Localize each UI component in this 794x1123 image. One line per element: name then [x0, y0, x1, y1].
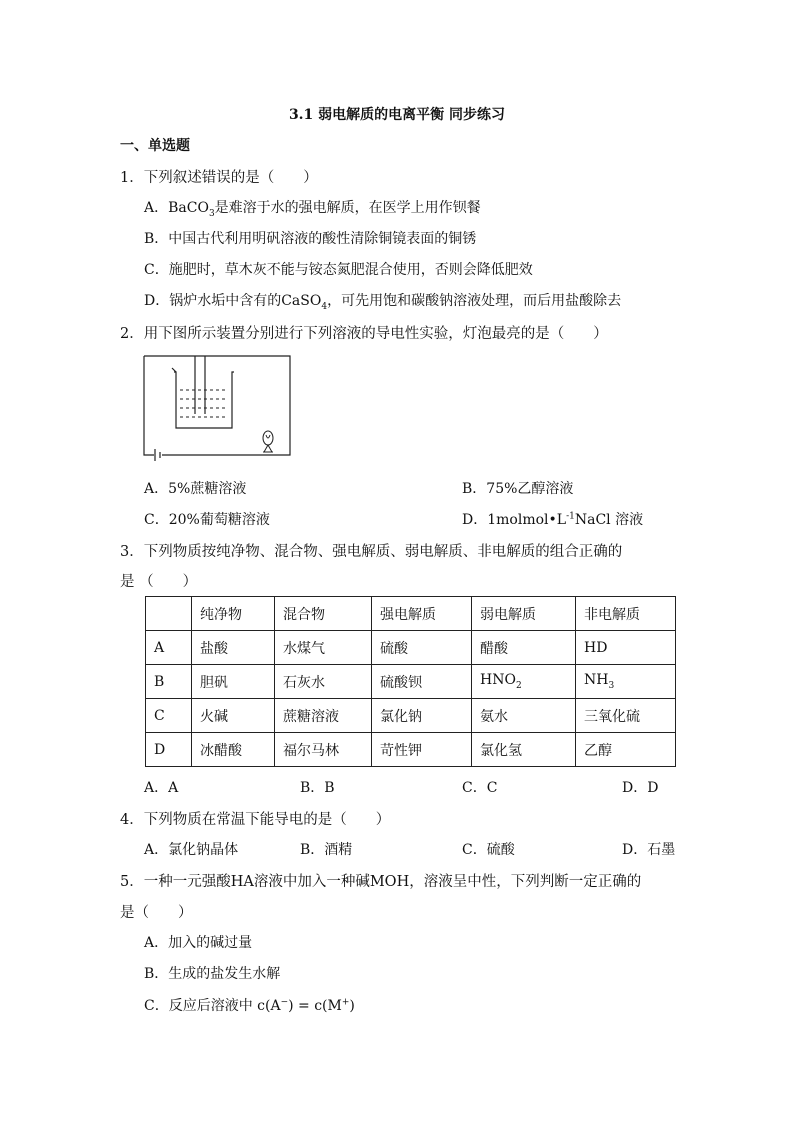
table-cell: $HNO_2$: [472, 665, 576, 699]
table-cell: 弱电解质: [472, 597, 576, 631]
table-row: [146, 699, 676, 733]
question-4-stem: 4．下列物质在常温下能导电的是（ ）: [120, 812, 391, 828]
table-cell: 强电解质: [372, 597, 472, 631]
question-2-option-b: B．75%乙醇溶液: [462, 481, 574, 497]
table-cell: 盐酸: [192, 631, 275, 665]
table-cell: B: [146, 665, 192, 699]
question-5-stem-line-2: 是（ ）: [120, 905, 193, 921]
table-cell: 冰醋酸: [192, 733, 275, 767]
question-3-stem-line-1: 3．下列物质按纯净物、混合物、强电解质、弱电解质、非电解质的组合正确的: [120, 544, 623, 560]
table-cell: 氯化氢: [472, 733, 576, 767]
table-cell: 水煤气: [275, 631, 372, 665]
table-cell: $NH_3$: [576, 665, 676, 699]
question-5-option-b: B．生成的盐发生水解: [144, 966, 281, 982]
question-3-option-b: B．B: [300, 780, 335, 796]
table-cell: 醋酸: [472, 631, 576, 665]
question-4-option-c: C．硫酸: [462, 842, 515, 858]
question-2-option-d: D．$1molmol•L^{-1}NaCl$ 溶液: [462, 511, 644, 528]
question-2-stem: 2．用下图所示装置分别进行下列溶液的导电性实验，灯泡最亮的是（ ）: [120, 326, 608, 342]
bulb-icon: [263, 431, 273, 452]
table-row: [146, 733, 676, 767]
table-row: [146, 631, 676, 665]
question-4-option-a: A．氯化钠晶体: [144, 842, 239, 858]
question-5-option-a: A．加入的碱过量: [144, 935, 253, 951]
question-3-stem-line-2: 是 （ ）: [120, 574, 198, 590]
section-heading: 一、单选题: [120, 138, 190, 154]
table-cell: 混合物: [275, 597, 372, 631]
table-row: [146, 665, 676, 699]
table-cell: 非电解质: [576, 597, 676, 631]
question-1-stem: 1．下列叙述错误的是（ ）: [120, 170, 318, 186]
question-2-option-a: A．5%蔗糖溶液: [144, 481, 247, 497]
conductivity-apparatus-diagram: [140, 352, 296, 462]
table-cell: 胆矾: [192, 665, 275, 699]
page-title: 3.1 弱电解质的电离平衡 同步练习: [288, 107, 506, 123]
table-cell: C: [146, 699, 192, 733]
table-cell: 纯净物: [192, 597, 275, 631]
question-4-option-d: D．石墨: [622, 842, 676, 858]
question-3-table: [145, 596, 676, 767]
question-3-option-c: C．C: [462, 780, 498, 796]
table-row: [146, 597, 676, 631]
question-1-option-a: A．BaCO$_3$是难溶于水的强电解质，在医学上用作钡餐: [144, 200, 481, 219]
table-cell: 氯化钠: [372, 699, 472, 733]
question-2-option-c: C．20%葡萄糖溶液: [144, 512, 270, 528]
table-cell: 蔗糖溶液: [275, 699, 372, 733]
question-4-option-b: B．酒精: [300, 842, 353, 858]
table-cell: 氨水: [472, 699, 576, 733]
question-1-option-c: C．施肥时，草木灰不能与铵态氮肥混合使用，否则会降低肥效: [144, 262, 533, 278]
question-1-option-b: B．中国古代利用明矾溶液的酸性清除铜镜表面的铜锈: [144, 231, 477, 247]
table-cell: A: [146, 631, 192, 665]
question-1-option-d: D．锅炉水垢中含有的CaSO$_4$，可先用饱和碳酸钠溶液处理，而后用盐酸除去: [144, 293, 622, 312]
table-cell: 硫酸钡: [372, 665, 472, 699]
table-cell: 乙醇: [576, 733, 676, 767]
question-5-stem-line-1: 5．一种一元强酸HA溶液中加入一种碱MOH，溶液呈中性，下列判断一定正确的: [120, 874, 642, 890]
table-cell: D: [146, 733, 192, 767]
table-cell: 苛性钾: [372, 733, 472, 767]
question-3-option-a: A．A: [144, 780, 179, 796]
table-cell: 三氧化硫: [576, 699, 676, 733]
question-3-option-d: D．D: [622, 780, 659, 796]
table-cell: HD: [576, 631, 676, 665]
table-cell: 石灰水: [275, 665, 372, 699]
table-cell: 火碱: [192, 699, 275, 733]
table-cell: [146, 597, 192, 631]
table-cell: 福尔马林: [275, 733, 372, 767]
question-5-option-c: C．反应后溶液中 c(A−) = c(M+): [144, 997, 355, 1014]
table-cell: 硫酸: [372, 631, 472, 665]
